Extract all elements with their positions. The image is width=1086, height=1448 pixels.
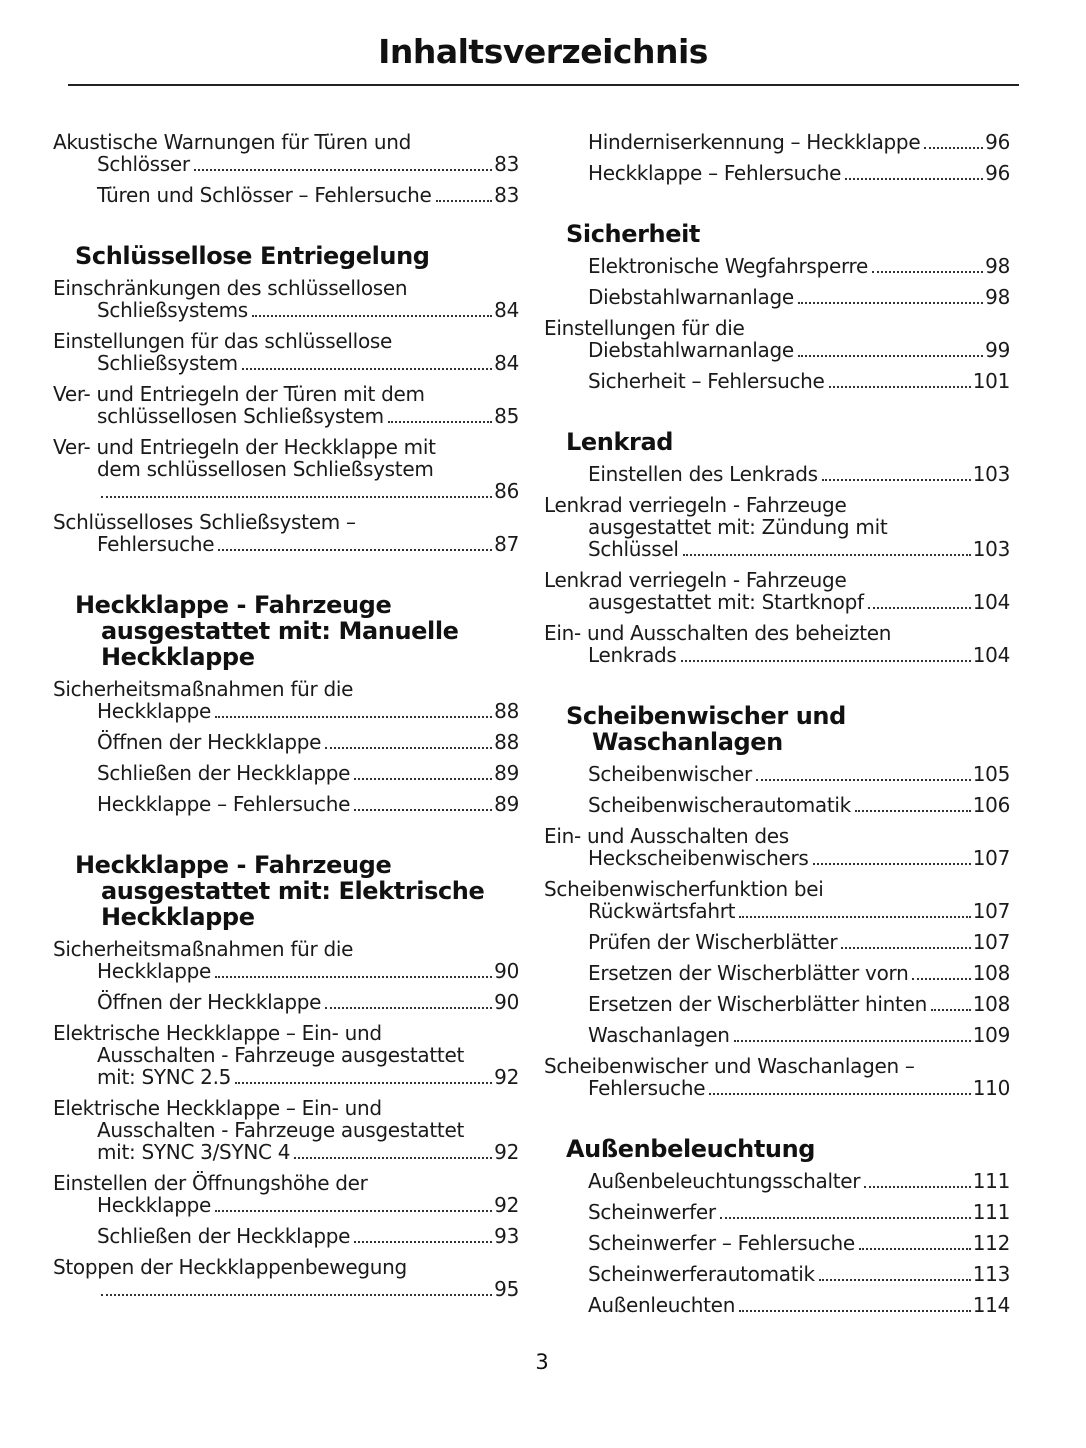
- toc-entry-text: Heckklappe: [97, 699, 212, 723]
- toc-entry-line: Scheibenwischer und Waschanlagen –: [544, 1054, 915, 1078]
- toc-entry[interactable]: [75, 793, 519, 816]
- toc-entry-text: Scheibenwischer: [588, 762, 752, 786]
- toc-entry-text: Scheibenwischerautomatik: [588, 793, 851, 817]
- toc-entry[interactable]: [53, 435, 519, 503]
- toc-entry-text: Scheinwerfer: [588, 1200, 716, 1224]
- toc-entry[interactable]: [53, 1255, 519, 1301]
- toc-entry[interactable]: [566, 763, 1010, 786]
- toc-entry-line: Einschränkungen des schlüssellosen: [53, 276, 408, 300]
- dot-leader: [235, 1082, 492, 1084]
- section-heading: Sicherheit: [566, 220, 701, 248]
- toc-entry[interactable]: [53, 382, 519, 428]
- toc-entry[interactable]: [566, 931, 1010, 954]
- toc-entry-text: Prüfen der Wischerblätter: [588, 930, 838, 954]
- section-heading: Heckklappe - Fahrzeuge ausgestattet mit: Manuelle Heckklappe: [75, 591, 459, 671]
- toc-entry[interactable]: [566, 1024, 1010, 1047]
- toc-entry-text: Heckklappe – Fehlersuche: [588, 161, 842, 185]
- toc-page-number: 108: [972, 992, 1010, 1016]
- dot-leader: [325, 747, 492, 749]
- page-title: Inhaltsverzeichnis: [378, 32, 708, 71]
- toc-entry-text: Außenleuchten: [588, 1293, 736, 1317]
- toc-entry-text: Öffnen der Heckklappe: [97, 990, 322, 1014]
- toc-page-number: 98: [985, 285, 1010, 309]
- toc-entry[interactable]: [566, 993, 1010, 1016]
- toc-page-number: 93: [494, 1224, 519, 1248]
- toc-entry[interactable]: [53, 937, 519, 983]
- toc-entry-line: Sicherheitsmaßnahmen für die: [53, 937, 354, 961]
- dot-leader: [294, 1157, 492, 1159]
- toc-entry[interactable]: [566, 962, 1010, 985]
- toc-page-number: 113: [972, 1262, 1010, 1286]
- dot-leader: [325, 1007, 492, 1009]
- toc-entry-text: Außenbeleuchtungsschalter: [588, 1169, 861, 1193]
- toc-page-number: 106: [972, 793, 1010, 817]
- toc-entry-line: ausgestattet mit: Zündung mit: [588, 515, 888, 539]
- toc-entry[interactable]: [544, 493, 1010, 561]
- dot-leader: [709, 1093, 970, 1095]
- toc-entry-line: Scheibenwischerfunktion bei: [544, 877, 824, 901]
- toc-page-number: 111: [972, 1169, 1010, 1193]
- toc-page-number: 83: [494, 152, 519, 176]
- toc-entry-text: Fehlersuche: [97, 532, 215, 556]
- toc-page-number: 111: [972, 1200, 1010, 1224]
- toc-entry[interactable]: [566, 1232, 1010, 1255]
- toc-entry-text: Schließen der Heckklappe: [97, 761, 351, 785]
- toc-page-number: 112: [972, 1231, 1010, 1255]
- section-heading: Heckklappe - Fahrzeuge ausgestattet mit: Elektrische Heckklappe: [75, 851, 485, 931]
- toc-entry-text: Heckklappe: [97, 1193, 212, 1217]
- toc-page-number: 109: [972, 1023, 1010, 1047]
- toc-page-number: 107: [972, 846, 1010, 870]
- toc-entry-line: Akustische Warnungen für Türen und: [53, 130, 411, 154]
- toc-entry[interactable]: [53, 677, 519, 723]
- toc-entry-text: Schließsystem: [97, 351, 238, 375]
- dot-leader: [215, 976, 492, 978]
- toc-entry-line: Ein- und Ausschalten des beheizten: [544, 621, 892, 645]
- toc-entry[interactable]: [566, 1201, 1010, 1224]
- toc-page-number: 92: [494, 1193, 519, 1217]
- toc-entry-line: Lenkrad verriegeln - Fahrzeuge: [544, 568, 847, 592]
- toc-entry-line: Elektrische Heckklappe – Ein- und: [53, 1021, 382, 1045]
- toc-entry-text: Waschanlagen: [588, 1023, 730, 1047]
- toc-page-number: 92: [494, 1065, 519, 1089]
- dot-leader: [252, 315, 492, 317]
- section-heading: Scheibenwischer und Waschanlagen: [566, 702, 846, 756]
- toc-entry[interactable]: [544, 1054, 1010, 1100]
- toc-entry[interactable]: [75, 184, 519, 207]
- toc-entry-line: Ausschalten - Fahrzeuge ausgestattet: [97, 1118, 464, 1142]
- toc-page-number: 84: [494, 351, 519, 375]
- toc-column-left: [53, 130, 519, 1309]
- toc-entry[interactable]: [53, 1096, 519, 1164]
- toc-page-number: 101: [972, 369, 1010, 393]
- title-divider: [68, 84, 1019, 86]
- section-heading: Außenbeleuchtung: [566, 1135, 816, 1163]
- dot-leader: [734, 1040, 971, 1042]
- toc-entry[interactable]: [75, 762, 519, 785]
- toc-entry-text: mit: SYNC 3/SYNC 4: [97, 1140, 291, 1164]
- toc-page-number: 88: [494, 699, 519, 723]
- toc-page-number: 105: [972, 762, 1010, 786]
- toc-entry-text: Fehlersuche: [588, 1076, 706, 1100]
- toc-entry-line: Ver- und Entriegeln der Heckklappe mit: [53, 435, 436, 459]
- dot-leader: [215, 716, 492, 718]
- dot-leader: [739, 1310, 971, 1312]
- page-number: 3: [535, 1350, 549, 1374]
- toc-entry-text: Schlüssel: [588, 537, 679, 561]
- dot-leader: [841, 947, 970, 949]
- dot-leader: [739, 916, 971, 918]
- toc-entry-text: Öffnen der Heckklappe: [97, 730, 322, 754]
- toc-entry-text: Diebstahlwarnanlage: [588, 285, 794, 309]
- toc-entry-text: Heckklappe – Fehlersuche: [97, 792, 351, 816]
- toc-entry[interactable]: [566, 255, 1010, 278]
- toc-entry-line: dem schlüssellosen Schließsystem: [97, 457, 434, 481]
- dot-leader: [354, 1241, 492, 1243]
- dot-leader: [756, 779, 971, 781]
- dot-leader: [868, 607, 971, 609]
- toc-entry-text: Lenkrads: [588, 643, 677, 667]
- toc-entry-text: Ersetzen der Wischerblätter hinten: [588, 992, 927, 1016]
- toc-page-number: 95: [494, 1277, 519, 1301]
- toc-entry-text: Hinderniserkennung – Heckklappe: [588, 130, 921, 154]
- toc-entry-line: Schlüsselloses Schließsystem –: [53, 510, 356, 534]
- toc-column-right: [544, 130, 1010, 1325]
- dot-leader: [798, 355, 983, 357]
- toc-page-number: 107: [972, 930, 1010, 954]
- toc-page-number: 107: [972, 899, 1010, 923]
- dot-leader: [681, 660, 971, 662]
- toc-page-number: 84: [494, 298, 519, 322]
- toc-entry[interactable]: [53, 1021, 519, 1089]
- toc-entry[interactable]: [566, 162, 1010, 185]
- dot-leader: [388, 421, 492, 423]
- toc-page-number: 90: [494, 990, 519, 1014]
- toc-entry-line: Stoppen der Heckklappenbewegung: [53, 1255, 407, 1279]
- dot-leader: [720, 1217, 971, 1219]
- toc-entry-text: Schließen der Heckklappe: [97, 1224, 351, 1248]
- toc-entry[interactable]: [566, 1170, 1010, 1193]
- toc-entry-line: Ein- und Ausschalten des: [544, 824, 789, 848]
- toc-page-number: 104: [972, 590, 1010, 614]
- toc-entry-line: Sicherheitsmaßnahmen für die: [53, 677, 354, 701]
- dot-leader: [215, 1210, 492, 1212]
- dot-leader: [855, 810, 971, 812]
- dot-leader: [101, 496, 492, 498]
- toc-entry-text: Diebstahlwarnanlage: [588, 338, 794, 362]
- toc-page-number: 86: [494, 479, 519, 503]
- toc-entry-line: Lenkrad verriegeln - Fahrzeuge: [544, 493, 847, 517]
- toc-entry-text: Sicherheit – Fehlersuche: [588, 369, 825, 393]
- toc-page-number: 96: [985, 130, 1010, 154]
- toc-page-number: 90: [494, 959, 519, 983]
- dot-leader: [242, 368, 492, 370]
- toc-entry[interactable]: [75, 731, 519, 754]
- dot-leader: [798, 302, 983, 304]
- dot-leader: [864, 1186, 970, 1188]
- toc-entry[interactable]: [53, 276, 519, 322]
- dot-leader: [101, 1294, 492, 1296]
- toc-page-number: 88: [494, 730, 519, 754]
- toc-entry[interactable]: [544, 621, 1010, 667]
- toc-entry[interactable]: [566, 463, 1010, 486]
- dot-leader: [859, 1248, 971, 1250]
- dot-leader: [813, 863, 971, 865]
- toc-entry-text: Rückwärtsfahrt: [588, 899, 736, 923]
- section-heading: Schlüssellose Entriegelung: [75, 242, 430, 270]
- toc-entry-text: Ersetzen der Wischerblätter vorn: [588, 961, 909, 985]
- dot-leader: [194, 169, 492, 171]
- toc-page-number: 114: [972, 1293, 1010, 1317]
- toc-entry-line: Einstellungen für die: [544, 316, 745, 340]
- toc-page-number: 96: [985, 161, 1010, 185]
- toc-entry[interactable]: [53, 1171, 519, 1217]
- toc-entry-text: Schlösser: [97, 152, 190, 176]
- dot-leader: [218, 549, 492, 551]
- toc-entry[interactable]: [544, 316, 1010, 362]
- toc-entry[interactable]: [53, 329, 519, 375]
- dot-leader: [354, 778, 492, 780]
- toc-page-number: 103: [972, 462, 1010, 486]
- toc-page-number: 89: [494, 761, 519, 785]
- dot-leader: [829, 386, 971, 388]
- toc-entry-text: Heckklappe: [97, 959, 212, 983]
- toc-page-number: 110: [972, 1076, 1010, 1100]
- toc-entry-text: Heckscheibenwischers: [588, 846, 809, 870]
- toc-entry-text: Türen und Schlösser – Fehlersuche: [97, 183, 432, 207]
- toc-entry-line: Einstellen der Öffnungshöhe der: [53, 1171, 368, 1195]
- toc-page-number: 89: [494, 792, 519, 816]
- toc-entry-text: ausgestattet mit: Startknopf: [588, 590, 864, 614]
- toc-entry-text: Scheinwerferautomatik: [588, 1262, 815, 1286]
- toc-entry[interactable]: [566, 794, 1010, 817]
- toc-entry[interactable]: [75, 991, 519, 1014]
- toc-entry[interactable]: [544, 568, 1010, 614]
- toc-entry[interactable]: [566, 1263, 1010, 1286]
- dot-leader: [822, 479, 971, 481]
- toc-entry-text: Elektronische Wegfahrsperre: [588, 254, 869, 278]
- toc-entry[interactable]: [53, 510, 519, 556]
- toc-entry[interactable]: [53, 130, 519, 176]
- toc-entry[interactable]: [566, 1294, 1010, 1317]
- toc-entry-text: schlüssellosen Schließsystem: [97, 404, 384, 428]
- toc-entry-text: Einstellen des Lenkrads: [588, 462, 818, 486]
- dot-leader: [872, 271, 983, 273]
- toc-page-number: 99: [985, 338, 1010, 362]
- toc-entry-line: Elektrische Heckklappe – Ein- und: [53, 1096, 382, 1120]
- toc-entry-line: Ver- und Entriegeln der Türen mit dem: [53, 382, 425, 406]
- toc-page-number: 104: [972, 643, 1010, 667]
- toc-entry-text: mit: SYNC 2.5: [97, 1065, 232, 1089]
- toc-page-number: 108: [972, 961, 1010, 985]
- dot-leader: [683, 554, 971, 556]
- dot-leader: [931, 1009, 971, 1011]
- dot-leader: [924, 147, 983, 149]
- dot-leader: [436, 200, 493, 202]
- toc-entry[interactable]: [544, 824, 1010, 870]
- toc-entry[interactable]: [566, 286, 1010, 309]
- toc-page-number: 103: [972, 537, 1010, 561]
- dot-leader: [819, 1279, 971, 1281]
- toc-entry[interactable]: [566, 131, 1010, 154]
- toc-entry-text: Scheinwerfer – Fehlersuche: [588, 1231, 855, 1255]
- dot-leader: [912, 978, 970, 980]
- toc-entry-line: Einstellungen für das schlüssellose: [53, 329, 393, 353]
- dot-leader: [354, 809, 492, 811]
- dot-leader: [845, 178, 983, 180]
- toc-entry[interactable]: [75, 1225, 519, 1248]
- toc-page-number: 98: [985, 254, 1010, 278]
- section-heading: Lenkrad: [566, 428, 674, 456]
- toc-page-number: 85: [494, 404, 519, 428]
- toc-page-number: 87: [494, 532, 519, 556]
- toc-entry-text: Schließsystems: [97, 298, 248, 322]
- toc-entry[interactable]: [566, 370, 1010, 393]
- toc-entry-line: Ausschalten - Fahrzeuge ausgestattet: [97, 1043, 464, 1067]
- toc-entry[interactable]: [544, 877, 1010, 923]
- toc-page-number: 92: [494, 1140, 519, 1164]
- toc-page-number: 83: [494, 183, 519, 207]
